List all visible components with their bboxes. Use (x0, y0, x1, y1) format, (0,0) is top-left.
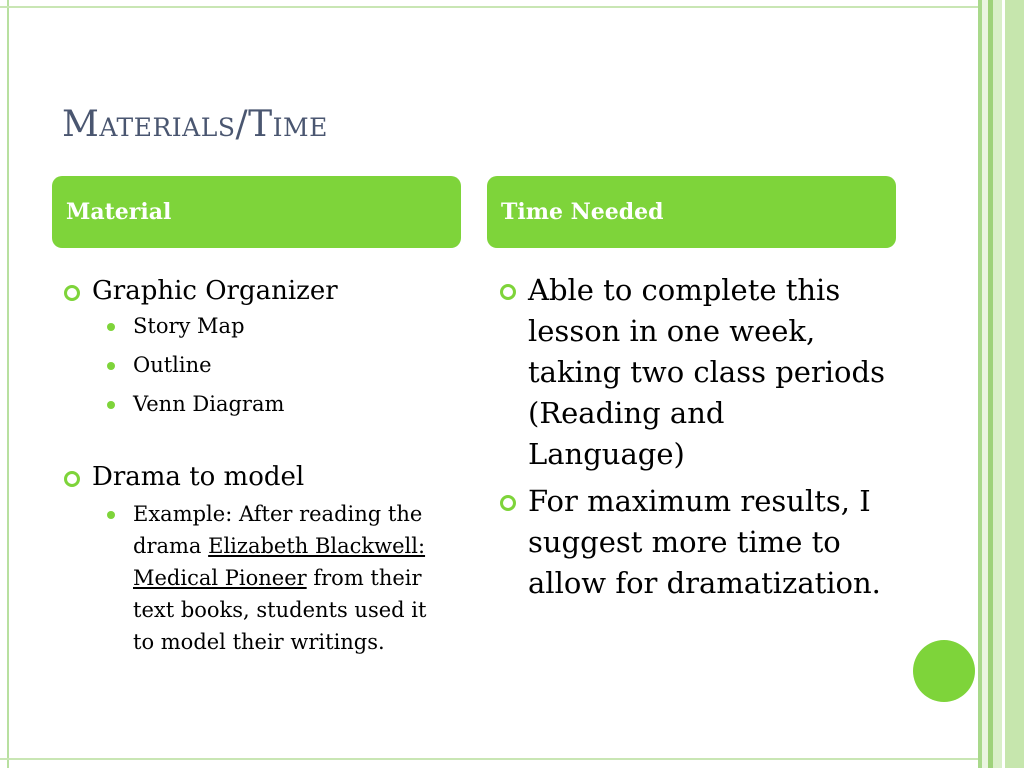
sub-list-item-text: Story Map (133, 314, 245, 338)
ring-bullet-icon (64, 285, 80, 301)
list-item (62, 462, 462, 492)
frame-top-line (0, 6, 978, 8)
list-item-text: For maximum results, I suggest more time to allow for dramatization. (528, 484, 881, 600)
header-time-needed (487, 176, 896, 248)
ring-bullet-icon (500, 495, 516, 511)
decorative-circle (913, 640, 975, 702)
frame-left-line (7, 0, 9, 768)
list-item-text: Drama to model (92, 462, 305, 492)
list-item (498, 481, 898, 604)
sub-list-item (62, 498, 462, 658)
dot-bullet-icon (107, 401, 115, 409)
right-stripes (978, 0, 1024, 768)
sub-list-item-text (102, 498, 453, 658)
header-material-label: Material (66, 199, 172, 225)
book-title-link[interactable]: Elizabeth Blackwell: Medical Pioneer (133, 534, 426, 590)
dot-bullet-icon (107, 362, 115, 370)
stripe (993, 0, 1002, 768)
list-item (62, 276, 462, 306)
ring-bullet-icon (500, 284, 516, 300)
frame-bottom-line (0, 758, 978, 760)
header-time-needed-label: Time Needed (501, 199, 664, 225)
example-text-before: Example: After reading the drama (133, 502, 423, 558)
material-column (62, 268, 462, 658)
stripe (1005, 0, 1024, 768)
header-material (52, 176, 461, 248)
dot-bullet-icon (107, 511, 115, 519)
list-item-text: Graphic Organizer (92, 276, 338, 306)
sub-list-item (62, 388, 462, 420)
list-item-text: Able to complete this lesson in one week, taking two class periods (Reading and Language) (528, 273, 885, 471)
sub-list-item (62, 310, 462, 342)
slide-title: Materials/Time (62, 104, 328, 145)
spacer (62, 420, 462, 454)
time-needed-column (498, 268, 898, 604)
ring-bullet-icon (64, 471, 80, 487)
sub-list-item-text: Outline (133, 353, 212, 377)
dot-bullet-icon (107, 323, 115, 331)
sub-list-item-text: Venn Diagram (133, 392, 285, 416)
list-item (498, 270, 888, 475)
sub-list-item (62, 349, 462, 381)
example-text-after: from their text books, students used it to model their writings. (133, 566, 427, 654)
